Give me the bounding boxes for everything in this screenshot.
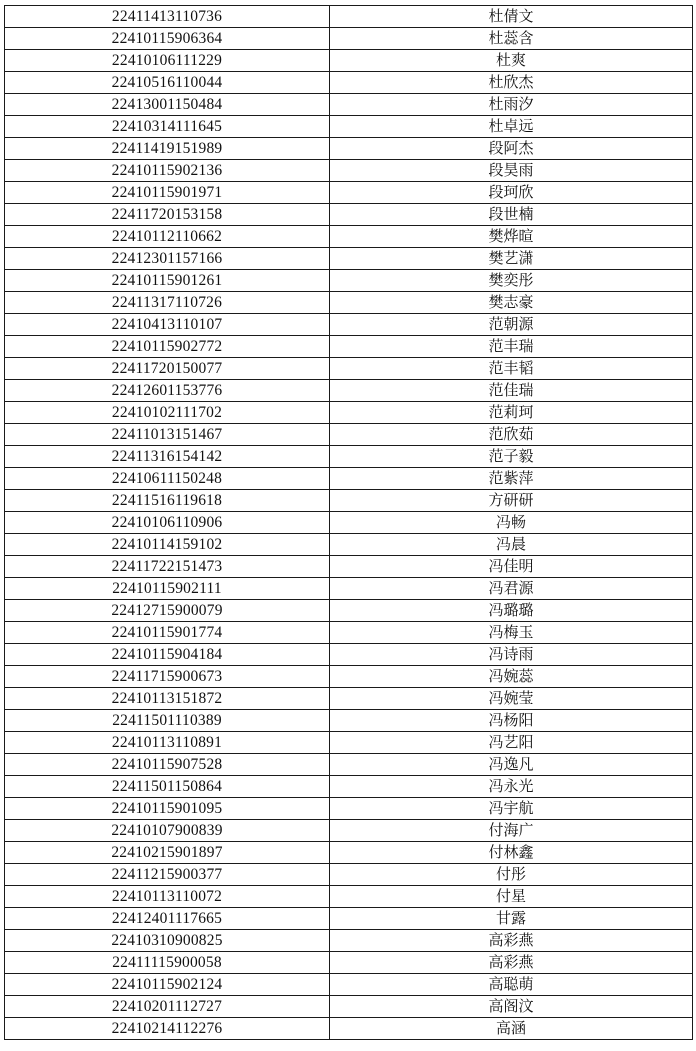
student-name-cell: 冯宇航 xyxy=(330,798,693,820)
student-name-cell: 杜雨汐 xyxy=(330,94,693,116)
student-name-cell: 冯逸凡 xyxy=(330,754,693,776)
student-name-cell: 冯佳明 xyxy=(330,556,693,578)
student-name-cell: 付彤 xyxy=(330,864,693,886)
table-row xyxy=(5,50,693,72)
student-name-cell: 范朝源 xyxy=(330,314,693,336)
table-row xyxy=(5,314,693,336)
table-row xyxy=(5,600,693,622)
student-name-cell: 付海广 xyxy=(330,820,693,842)
table-row xyxy=(5,424,693,446)
student-name-cell: 杜欣杰 xyxy=(330,72,693,94)
student-name-cell: 冯永光 xyxy=(330,776,693,798)
student-id-cell: 22411516119618 xyxy=(5,490,330,512)
student-id-cell: 22412301157166 xyxy=(5,248,330,270)
table-row xyxy=(5,534,693,556)
table-row xyxy=(5,182,693,204)
student-id-cell: 22412601153776 xyxy=(5,380,330,402)
student-name-cell: 樊志豪 xyxy=(330,292,693,314)
student-name-cell: 樊奕彤 xyxy=(330,270,693,292)
student-name-cell: 范丰韬 xyxy=(330,358,693,380)
table-row xyxy=(5,556,693,578)
table-row xyxy=(5,490,693,512)
student-id-cell: 22411501150864 xyxy=(5,776,330,798)
table-row xyxy=(5,930,693,952)
table-row xyxy=(5,952,693,974)
student-id-cell: 22411722151473 xyxy=(5,556,330,578)
table-row xyxy=(5,688,693,710)
student-id-cell: 22410113110891 xyxy=(5,732,330,754)
table-row xyxy=(5,908,693,930)
student-id-cell: 22410516110044 xyxy=(5,72,330,94)
student-id-cell: 22410106111229 xyxy=(5,50,330,72)
student-id-cell: 22410113110072 xyxy=(5,886,330,908)
table-row xyxy=(5,446,693,468)
table-row xyxy=(5,710,693,732)
student-name-cell: 段世楠 xyxy=(330,204,693,226)
student-id-cell: 22411215900377 xyxy=(5,864,330,886)
student-id-cell: 22410112110662 xyxy=(5,226,330,248)
student-id-cell: 22410413110107 xyxy=(5,314,330,336)
student-name-cell: 甘露 xyxy=(330,908,693,930)
student-id-cell: 22410215901897 xyxy=(5,842,330,864)
student-name-cell: 付林鑫 xyxy=(330,842,693,864)
table-row xyxy=(5,732,693,754)
student-id-cell: 22410214112276 xyxy=(5,1018,330,1040)
student-id-cell: 22410611150248 xyxy=(5,468,330,490)
student-id-cell: 22412715900079 xyxy=(5,600,330,622)
table-row xyxy=(5,842,693,864)
student-id-cell: 22410113151872 xyxy=(5,688,330,710)
table-row xyxy=(5,336,693,358)
table-row xyxy=(5,864,693,886)
student-name-cell: 杜倩文 xyxy=(330,6,693,28)
student-name-cell: 付星 xyxy=(330,886,693,908)
student-id-cell: 22410115904184 xyxy=(5,644,330,666)
table-row xyxy=(5,622,693,644)
student-name-cell: 冯君源 xyxy=(330,578,693,600)
student-id-cell: 22410115901261 xyxy=(5,270,330,292)
student-id-cell: 22411316154142 xyxy=(5,446,330,468)
table-row xyxy=(5,226,693,248)
table-row xyxy=(5,204,693,226)
table-row xyxy=(5,996,693,1018)
table-row xyxy=(5,798,693,820)
table-row xyxy=(5,820,693,842)
student-id-cell: 22411317110726 xyxy=(5,292,330,314)
table-row xyxy=(5,468,693,490)
student-name-cell: 范莉珂 xyxy=(330,402,693,424)
table-row xyxy=(5,138,693,160)
student-name-cell: 段阿杰 xyxy=(330,138,693,160)
student-id-cell: 22411413110736 xyxy=(5,6,330,28)
table-row xyxy=(5,886,693,908)
student-id-cell: 22410314111645 xyxy=(5,116,330,138)
table-row xyxy=(5,974,693,996)
table-row xyxy=(5,1018,693,1040)
student-name-cell: 冯婉莹 xyxy=(330,688,693,710)
table-row xyxy=(5,6,693,28)
student-id-cell: 22411720153158 xyxy=(5,204,330,226)
student-id-cell: 22410115902772 xyxy=(5,336,330,358)
student-id-cell: 22412401117665 xyxy=(5,908,330,930)
table-row xyxy=(5,72,693,94)
student-name-cell: 范佳瑞 xyxy=(330,380,693,402)
student-name-cell: 杜卓远 xyxy=(330,116,693,138)
student-id-cell: 22410115902136 xyxy=(5,160,330,182)
student-name-cell: 高涵 xyxy=(330,1018,693,1040)
student-id-cell: 22410115902124 xyxy=(5,974,330,996)
student-id-cell: 22410106110906 xyxy=(5,512,330,534)
student-name-cell: 冯梅玉 xyxy=(330,622,693,644)
student-name-cell: 高聪萌 xyxy=(330,974,693,996)
table-row xyxy=(5,358,693,380)
student-name-cell: 方研研 xyxy=(330,490,693,512)
table-row xyxy=(5,644,693,666)
student-name-cell: 范紫萍 xyxy=(330,468,693,490)
table-row xyxy=(5,666,693,688)
student-name-cell: 范欣茹 xyxy=(330,424,693,446)
table-row xyxy=(5,776,693,798)
student-name-cell: 冯艺阳 xyxy=(330,732,693,754)
student-id-cell: 22410115902111 xyxy=(5,578,330,600)
student-id-cell: 22413001150484 xyxy=(5,94,330,116)
student-id-cell: 22410115906364 xyxy=(5,28,330,50)
student-id-cell: 22410102111702 xyxy=(5,402,330,424)
student-name-cell: 杜爽 xyxy=(330,50,693,72)
table-row xyxy=(5,270,693,292)
student-name-cell: 冯婉蕊 xyxy=(330,666,693,688)
student-id-cell: 22410201112727 xyxy=(5,996,330,1018)
student-name-cell: 冯诗雨 xyxy=(330,644,693,666)
table-row xyxy=(5,402,693,424)
student-name-cell: 冯杨阳 xyxy=(330,710,693,732)
student-id-cell: 22411715900673 xyxy=(5,666,330,688)
student-name-cell: 樊艺潇 xyxy=(330,248,693,270)
student-name-cell: 段昊雨 xyxy=(330,160,693,182)
roster-body xyxy=(5,6,693,1040)
student-id-cell: 22411720150077 xyxy=(5,358,330,380)
student-name-cell: 高阁汶 xyxy=(330,996,693,1018)
student-id-cell: 22411013151467 xyxy=(5,424,330,446)
student-name-cell: 范丰瑞 xyxy=(330,336,693,358)
student-name-cell: 高彩燕 xyxy=(330,930,693,952)
table-row xyxy=(5,292,693,314)
student-name-cell: 樊烨暄 xyxy=(330,226,693,248)
student-name-cell: 杜蕊含 xyxy=(330,28,693,50)
student-name-cell: 冯璐璐 xyxy=(330,600,693,622)
table-row xyxy=(5,578,693,600)
student-id-cell: 22411501110389 xyxy=(5,710,330,732)
table-row xyxy=(5,28,693,50)
table-row xyxy=(5,160,693,182)
student-name-cell: 段珂欣 xyxy=(330,182,693,204)
student-name-cell: 范子毅 xyxy=(330,446,693,468)
student-id-cell: 22410115901095 xyxy=(5,798,330,820)
table-row xyxy=(5,512,693,534)
table-row xyxy=(5,94,693,116)
student-id-cell: 22411115900058 xyxy=(5,952,330,974)
student-name-cell: 冯畅 xyxy=(330,512,693,534)
student-id-cell: 22410115901774 xyxy=(5,622,330,644)
student-id-cell: 22410310900825 xyxy=(5,930,330,952)
student-id-cell: 22410115907528 xyxy=(5,754,330,776)
table-row xyxy=(5,248,693,270)
student-id-cell: 22411419151989 xyxy=(5,138,330,160)
table-row xyxy=(5,754,693,776)
student-id-cell: 22410114159102 xyxy=(5,534,330,556)
student-name-cell: 冯晨 xyxy=(330,534,693,556)
student-id-cell: 22410115901971 xyxy=(5,182,330,204)
table-row xyxy=(5,380,693,402)
table-row xyxy=(5,116,693,138)
student-id-cell: 22410107900839 xyxy=(5,820,330,842)
student-roster-table xyxy=(4,5,693,1040)
student-name-cell: 高彩燕 xyxy=(330,952,693,974)
